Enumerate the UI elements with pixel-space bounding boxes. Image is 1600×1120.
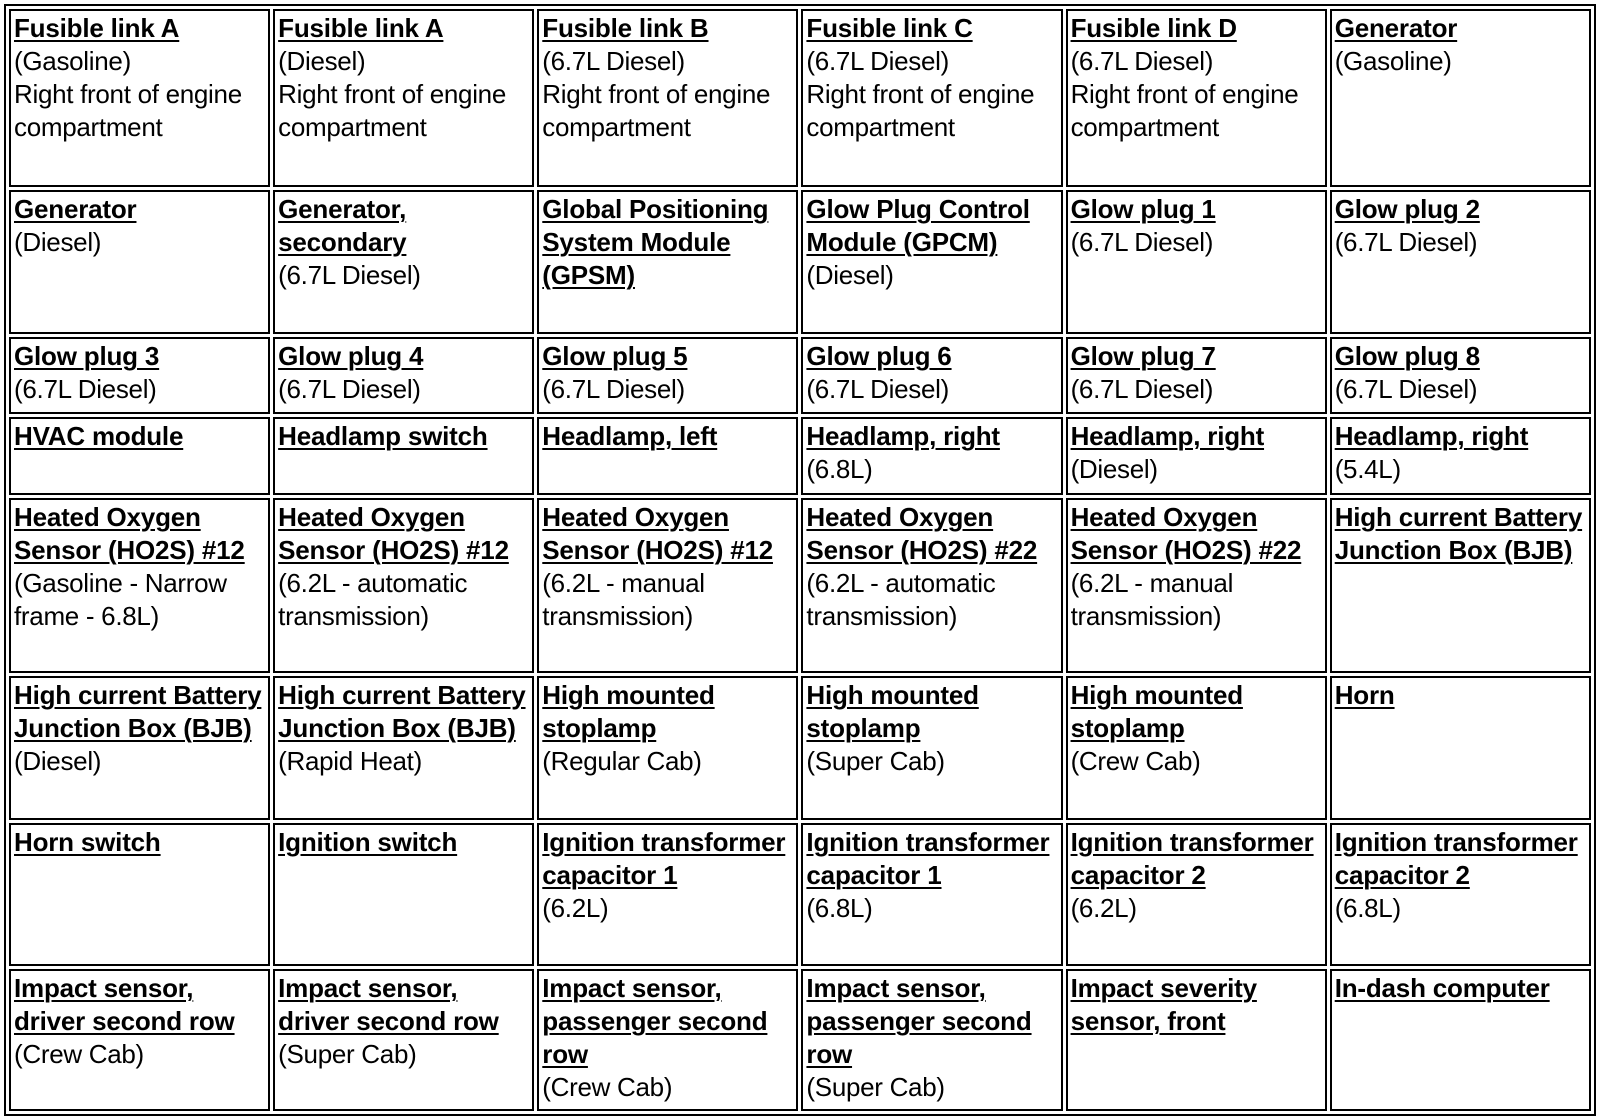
component-cell: [273, 417, 534, 495]
component-note: (6.7L Diesel): [1070, 227, 1214, 258]
component-cell: [1066, 969, 1327, 1111]
component-note: (Regular Cab): [542, 745, 702, 776]
component-cell: [1330, 417, 1591, 495]
component-note: (6.7L Diesel): [542, 373, 685, 404]
component-note: (6.7L Diesel): [1334, 373, 1478, 404]
component-location-table: [4, 4, 1596, 1116]
component-link[interactable]: Fusible link D: [1070, 13, 1237, 43]
component-note: (6.7L Diesel): [14, 373, 157, 404]
component-cell: [1330, 337, 1591, 414]
component-note: (6.8L): [1334, 892, 1401, 923]
component-note: (Gasoline) Right front of engine compartment: [14, 46, 242, 142]
component-cell: [537, 823, 798, 967]
table-row: [9, 969, 1591, 1111]
component-cell: [273, 498, 534, 673]
table-row: [9, 498, 1591, 673]
component-link[interactable]: Heated Oxygen Sensor (HO2S) #12: [14, 501, 245, 565]
component-cell: [801, 823, 1062, 967]
component-link[interactable]: Fusible link B: [542, 13, 709, 43]
component-link[interactable]: Impact sensor, passenger second row: [806, 973, 1032, 1070]
component-note: (6.7L Diesel): [806, 373, 949, 404]
component-cell: [801, 9, 1062, 187]
component-note: (6.7L Diesel): [1070, 373, 1214, 404]
component-note: (Diesel) Right front of engine compartment: [278, 46, 506, 142]
component-cell: [9, 823, 270, 967]
component-cell: [1330, 9, 1591, 187]
component-link[interactable]: Glow plug 5: [542, 340, 688, 371]
component-link[interactable]: Generator: [1334, 13, 1458, 43]
component-link[interactable]: Glow Plug Control Module (GPCM): [806, 194, 1030, 258]
component-link[interactable]: Impact sensor, passenger second row: [542, 973, 768, 1070]
component-cell: [537, 337, 798, 414]
component-cell: [273, 9, 534, 187]
component-note: (Gasoline): [1334, 46, 1452, 76]
component-link[interactable]: Impact severity sensor, front: [1070, 973, 1257, 1037]
component-cell: [1066, 9, 1327, 187]
component-link[interactable]: Headlamp, right: [1070, 420, 1265, 451]
component-link[interactable]: Glow plug 8: [1334, 340, 1480, 371]
component-cell: [9, 9, 270, 187]
component-link[interactable]: Glow plug 2: [1334, 194, 1480, 225]
component-link[interactable]: Global Positioning System Module (GPSM): [542, 194, 769, 291]
component-cell: [273, 190, 534, 334]
component-cell: [1066, 337, 1327, 414]
component-cell: [1330, 498, 1591, 673]
component-link[interactable]: Ignition transformer capacitor 2: [1070, 826, 1314, 890]
component-note: (6.8L): [806, 453, 873, 484]
table-body: [9, 9, 1591, 1111]
component-link[interactable]: Horn switch: [14, 826, 161, 857]
component-note: (6.2L - manual transmission): [1070, 567, 1234, 631]
component-cell: [9, 498, 270, 673]
component-link[interactable]: High current Battery Junction Box (BJB): [278, 679, 526, 743]
component-cell: [801, 969, 1062, 1111]
component-note: (Diesel): [14, 745, 102, 776]
component-note: (5.4L): [1334, 453, 1401, 484]
component-cell: [9, 190, 270, 334]
component-note: (Gasoline - Narrow frame - 6.8L): [14, 567, 227, 631]
component-cell: [537, 9, 798, 187]
component-link[interactable]: Impact sensor, driver second row: [14, 973, 235, 1037]
component-cell: [273, 969, 534, 1111]
component-note: (6.7L Diesel) Right front of engine compartment: [542, 46, 771, 142]
component-link[interactable]: Headlamp switch: [278, 420, 488, 451]
component-link[interactable]: Fusible link C: [806, 13, 973, 43]
component-cell: [537, 969, 798, 1111]
component-link[interactable]: In-dash computer: [1334, 973, 1550, 1004]
component-cell: [9, 969, 270, 1111]
component-link[interactable]: Horn: [1334, 679, 1395, 710]
component-link[interactable]: High current Battery Junction Box (BJB): [1334, 501, 1583, 565]
component-cell: [1066, 498, 1327, 673]
component-link[interactable]: Glow plug 1: [1070, 194, 1216, 225]
component-note: (6.7L Diesel): [278, 260, 421, 291]
component-link[interactable]: Ignition transformer capacitor 2: [1334, 826, 1578, 890]
component-note: (6.7L Diesel) Right front of engine compartment: [806, 46, 1035, 142]
component-note: (6.8L): [806, 892, 873, 923]
component-link[interactable]: High mounted stoplamp: [1070, 679, 1243, 743]
component-note: (Crew Cab): [1070, 745, 1201, 776]
component-link[interactable]: High mounted stoplamp: [542, 679, 715, 743]
component-link[interactable]: Glow plug 4: [278, 340, 424, 371]
component-cell: [1066, 676, 1327, 820]
component-note: (Crew Cab): [14, 1039, 144, 1070]
component-note: (Diesel): [806, 260, 894, 291]
component-cell: [801, 337, 1062, 414]
component-link[interactable]: Fusible link A: [14, 13, 180, 43]
component-link[interactable]: Ignition transformer capacitor 1: [542, 826, 786, 890]
component-note: (6.7L Diesel): [278, 373, 421, 404]
component-link[interactable]: Heated Oxygen Sensor (HO2S) #22: [806, 501, 1038, 565]
component-link[interactable]: Glow plug 6: [806, 340, 952, 371]
component-note: (6.2L - automatic transmission): [806, 567, 996, 631]
component-cell: [1066, 190, 1327, 334]
component-cell: [1330, 190, 1591, 334]
component-link[interactable]: Generator, secondary: [278, 194, 407, 258]
component-cell: [273, 337, 534, 414]
component-cell: [801, 190, 1062, 334]
component-link[interactable]: Ignition switch: [278, 826, 458, 857]
component-link[interactable]: Headlamp, right: [1334, 420, 1529, 451]
component-link[interactable]: Headlamp, left: [542, 420, 718, 451]
component-link[interactable]: Impact sensor, driver second row: [278, 973, 499, 1037]
component-note: (6.2L - manual transmission): [542, 567, 705, 631]
component-note: (6.2L): [1070, 892, 1137, 923]
component-cell: [9, 417, 270, 495]
component-link[interactable]: Fusible link A: [278, 13, 444, 43]
component-cell: [1330, 676, 1591, 820]
component-link[interactable]: High current Battery Junction Box (BJB): [14, 679, 262, 743]
component-note: (Rapid Heat): [278, 745, 422, 776]
component-cell: [273, 823, 534, 967]
component-cell: [801, 417, 1062, 495]
component-link[interactable]: Ignition transformer capacitor 1: [806, 826, 1050, 890]
component-cell: [801, 498, 1062, 673]
component-link[interactable]: Glow plug 7: [1070, 340, 1216, 371]
component-cell: [1066, 823, 1327, 967]
component-link[interactable]: Headlamp, right: [806, 420, 1000, 451]
component-link[interactable]: Generator: [14, 194, 137, 225]
component-cell: [537, 417, 798, 495]
component-note: (Diesel): [1070, 453, 1158, 484]
component-note: (Diesel): [14, 227, 102, 258]
component-cell: [1066, 417, 1327, 495]
table-row: [9, 676, 1591, 820]
table-row: [9, 823, 1591, 967]
component-link[interactable]: Heated Oxygen Sensor (HO2S) #22: [1070, 501, 1302, 565]
table-row: [9, 337, 1591, 414]
component-note: (Super Cab): [806, 745, 945, 776]
component-note: (Crew Cab): [542, 1072, 673, 1103]
component-cell: [9, 337, 270, 414]
component-cell: [537, 676, 798, 820]
component-note: (6.7L Diesel) Right front of engine compartment: [1070, 46, 1299, 142]
component-note: (Super Cab): [278, 1039, 417, 1070]
component-cell: [273, 676, 534, 820]
component-link[interactable]: Glow plug 3: [14, 340, 160, 371]
component-cell: [537, 498, 798, 673]
component-note: (6.2L): [542, 892, 609, 923]
component-link[interactable]: Heated Oxygen Sensor (HO2S) #12: [278, 501, 509, 565]
table-row: [9, 190, 1591, 334]
table-row: [9, 417, 1591, 495]
component-link[interactable]: HVAC module: [14, 420, 184, 451]
component-cell: [537, 190, 798, 334]
component-note: (6.2L - automatic transmission): [278, 567, 468, 631]
component-cell: [9, 676, 270, 820]
component-cell: [1330, 969, 1591, 1111]
component-link[interactable]: Heated Oxygen Sensor (HO2S) #12: [542, 501, 773, 565]
component-cell: [801, 676, 1062, 820]
component-link[interactable]: High mounted stoplamp: [806, 679, 979, 743]
component-cell: [1330, 823, 1591, 967]
component-note: (Super Cab): [806, 1072, 945, 1103]
table-row: [9, 9, 1591, 187]
component-note: (6.7L Diesel): [1334, 227, 1478, 258]
